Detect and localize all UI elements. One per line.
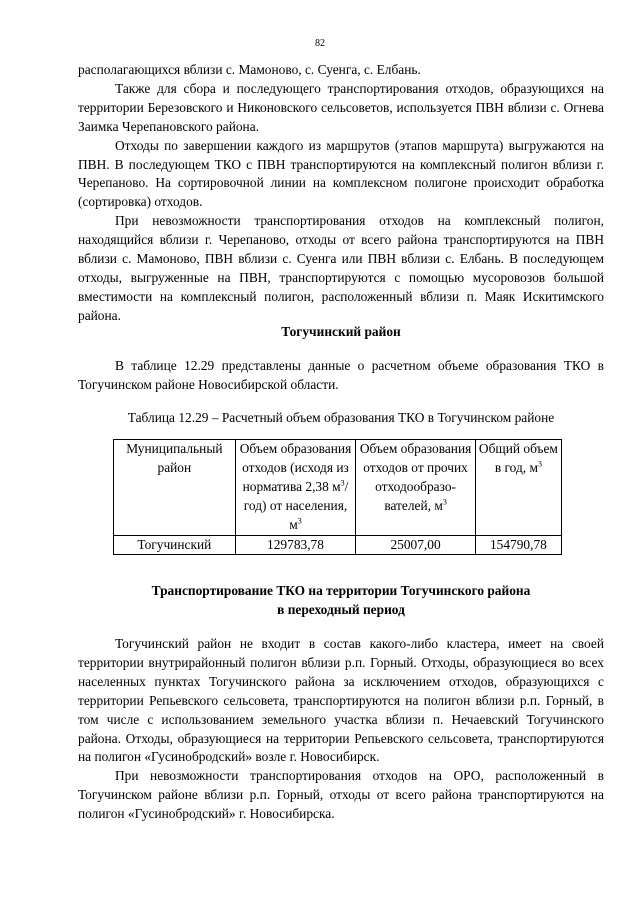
paragraph: Также для сбора и последующего транспортирования отходов, образующихся на территории Березовского и Никоновского сельсоветов, используется ПВН вблизи с. Огнева Заимка Черепановского района.	[78, 80, 604, 134]
paragraph: В таблице 12.29 представлены данные о расчетном объеме образования ТКО в Тогучинском районе Новосибирской области.	[78, 358, 604, 392]
header-other-producers-volume: Объем образования отходов от прочих отходообразо-вателей, $м^3$	[356, 440, 476, 536]
paragraph: Отходы по завершении каждого из маршрутов (этапов маршрута) выгружаются на ПВН. В последующем ТКО с ПВН транспортируются на комплексный полигон вблизи г. Черепаново. На сортировочной линии на комплексном полигоне происходит обработка (сортировка) отходов.	[78, 137, 604, 210]
table-caption: Таблица 12.29 – Расчетный объем образования ТКО в Тогучинском районе	[127, 410, 555, 425]
cell-district: Тогучинский	[114, 535, 236, 555]
section-heading-toguchinsky: Тогучинский район	[281, 324, 401, 339]
paragraph: При невозможности транспортирования отходов на комплексный полигон, находящийся вблизи г. Черепаново, отходы от всего района транспортируются на ПВН вблизи с. Мамоново, ПВН вблизи с. Суенга или ПВН вблизи с. Елбань. В последующем отходы, выгруженные на ПВН, транспортируются с помощью мусоровозов большой вместимости на комплексный полигон, расположенный вблизи п. Маяк Искитимского района.	[78, 213, 604, 323]
cell-population-volume: 129783,78	[235, 535, 356, 555]
intro-paragraph	[78, 357, 604, 395]
heading-line: в переходный период	[277, 601, 405, 617]
heading-line: Транспортирование ТКО на территории Тогучинского района	[151, 583, 531, 598]
cell-other-volume: 25007,00	[356, 535, 476, 555]
page-number: 82	[315, 38, 325, 49]
header-municipal-district: Муниципальный район	[114, 440, 236, 536]
paragraph: располагающихся вблизи с. Мамоново, с. Суенга, с. Елбань.	[78, 62, 421, 77]
section-heading-transport	[78, 582, 604, 620]
header-total-volume: Общий объем в год, $м^3$	[475, 440, 561, 536]
header-population-volume: Объем образования отходов (исходя из норматива 2,38 $м^3/год$) от населения, $м^3$	[235, 440, 356, 536]
paragraph-block-transport	[78, 635, 604, 824]
table-row	[114, 535, 562, 555]
waste-volume-table	[113, 439, 562, 555]
paragraph: Тогучинский район не входит в состав какого-либо кластера, имеет на своей территории внутрирайонный полигон вблизи р.п. Горный. Отходы, образующиеся во всех населенных пунктах Тогучинского района за исключением отходов, образующихся с территории Репьевского сельсовета, транспортируются на полигон вблизи р.п. Горный, в том числе с использованием земельного участка вблизи п. Нечаевский Тогучинского района. Отходы, образующиеся на территории Репьевского сельсовета, транспортируются на полигон «Гусинобродский» возле г. Новосибирск.	[78, 636, 604, 765]
table-header-row	[114, 440, 562, 536]
paragraph-block-cherepanovo	[78, 61, 604, 326]
cell-total-volume: 154790,78	[475, 535, 561, 555]
paragraph: При невозможности транспортирования отходов на ОРО, расположенный в Тогучинском районе вблизи р.п. Горный, отходы от всего района транспортируются на полигон «Гусинобродский» г. Новосибирска.	[78, 768, 604, 822]
